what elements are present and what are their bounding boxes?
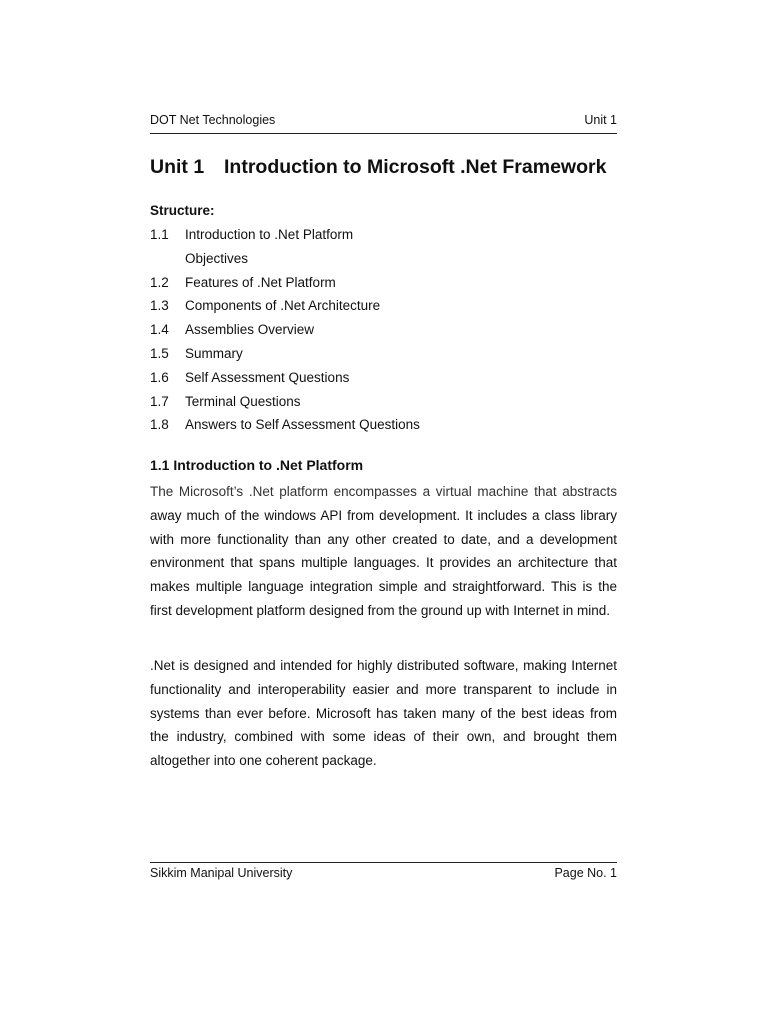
header-course-title: DOT Net Technologies [150,113,276,127]
footer-university: Sikkim Manipal University [150,866,293,880]
structure-item-number: 1.8 [150,417,169,433]
structure-item-text: Terminal Questions [185,393,301,409]
structure-list [150,226,617,440]
footer-page-number: Page No. 1 [554,866,617,880]
structure-item-number: 1.3 [150,298,169,314]
section-heading: 1.1 Introduction to .Net Platform [150,457,364,473]
unit-title-text: Introduction to Microsoft .Net Framework [224,156,607,178]
structure-item-number: 1.6 [150,369,169,385]
structure-item-text: Summary [185,345,243,361]
structure-item [150,369,617,393]
page-header [150,111,617,134]
unit-title [150,156,617,179]
structure-item-number: 1.5 [150,345,169,361]
structure-item-text: Objectives [185,250,249,266]
structure-item-number: 1.7 [150,393,169,409]
structure-item-text: Introduction to .Net Platform [185,227,354,242]
paragraph-1-body: away much of the windows API from development. It includes a class library with more functionality than any other created to date, and a development environment that spans multiple languages. It provides an architecture that makes multiple language integration simple and straightforward. This is the first development platform designed from the ground up with Internet in mind. [150,507,617,618]
structure-item [150,345,617,369]
structure-item-number: 1.4 [150,322,169,338]
structure-item-text: Answers to Self Assessment Questions [185,417,420,433]
structure-item-text: Components of .Net Architecture [185,298,381,314]
document-page [150,0,617,1024]
structure-item [150,274,617,298]
paragraph-2: .Net is designed and intended for highly distributed software, making Internet functionality and interoperability easier and more transparent to include in systems than ever before. Microsoft has taken many of the best ideas from the industry, combined with some ideas of their own, and brought them altogether into one coherent package. [150,658,617,769]
unit-number: Unit 1 [150,156,205,178]
structure-label: Structure: [150,203,215,218]
structure-item-number: 1.1 [150,227,169,242]
structure-item [150,226,617,250]
structure-item-text: Features of .Net Platform [185,274,336,290]
structure-item [150,393,617,417]
structure-item [150,297,617,321]
structure-item [150,416,617,440]
page-footer [150,862,617,883]
structure-item-text: Self Assessment Questions [185,369,350,385]
structure-item [150,321,617,345]
structure-item [150,250,617,274]
paragraph-1 [150,480,617,623]
header-unit-label: Unit 1 [584,113,617,127]
structure-item-number: 1.2 [150,274,169,290]
structure-item-text: Assemblies Overview [185,322,315,338]
paragraph-1-lead: The Microsoft’s .Net platform encompasses a virtual machine that abstracts [150,484,617,499]
